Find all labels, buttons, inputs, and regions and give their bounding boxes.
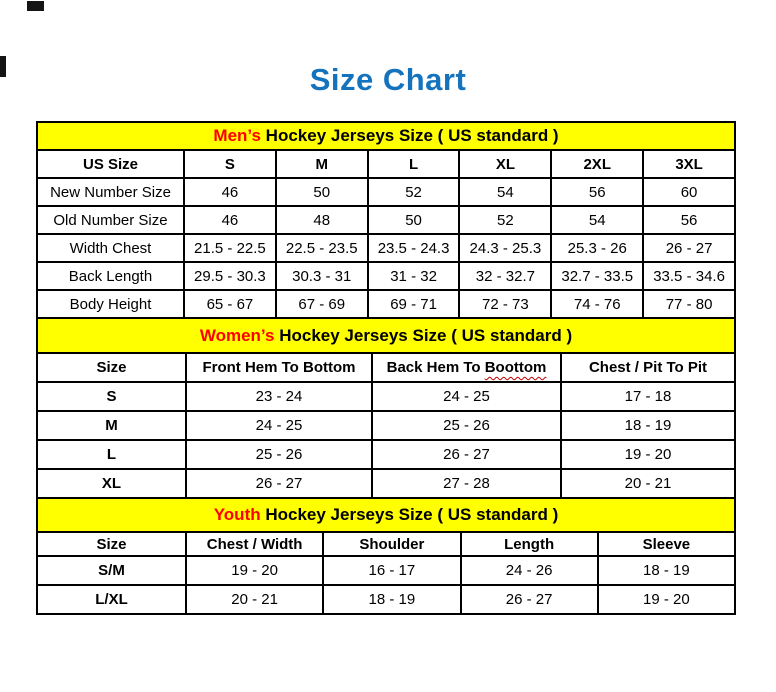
size-value: 77 - 80 (643, 290, 735, 318)
row-label: Width Chest (37, 234, 184, 262)
column-header: S (184, 150, 276, 178)
size-value: 69 - 71 (368, 290, 460, 318)
row-label: Old Number Size (37, 206, 184, 234)
size-value: 32.7 - 33.5 (551, 262, 643, 290)
row-label: New Number Size (37, 178, 184, 206)
size-value: 50 (368, 206, 460, 234)
table-row (37, 290, 735, 318)
table-row (37, 262, 735, 290)
size-value: 24 - 25 (186, 411, 372, 440)
size-value: 19 - 20 (598, 585, 735, 614)
row-label: M (37, 411, 186, 440)
row-label: S/M (37, 556, 186, 585)
column-header: L (368, 150, 460, 178)
size-value: 24 - 26 (461, 556, 598, 585)
size-value: 26 - 27 (461, 585, 598, 614)
size-value: 46 (184, 206, 276, 234)
womens-header-row (37, 353, 735, 382)
womens-banner-text: Hockey Jerseys Size ( US standard ) (274, 325, 573, 345)
column-header: Shoulder (323, 532, 460, 556)
row-label: S (37, 382, 186, 411)
womens-banner-highlight: Women’s (199, 325, 275, 345)
table-row (37, 234, 735, 262)
size-value: 29.5 - 30.3 (184, 262, 276, 290)
mens-banner (37, 122, 735, 150)
column-header: XL (459, 150, 551, 178)
womens-banner-row (37, 318, 735, 353)
table-row (37, 206, 735, 234)
size-value: 23 - 24 (186, 382, 372, 411)
size-value: 22.5 - 23.5 (276, 234, 368, 262)
size-value: 31 - 32 (368, 262, 460, 290)
size-value: 25 - 26 (186, 440, 372, 469)
column-header: Size (37, 353, 186, 382)
size-value: 27 - 28 (372, 469, 561, 498)
mens-banner-row (37, 122, 735, 150)
table-row (37, 556, 735, 585)
womens-size-table (36, 317, 736, 499)
table-row (37, 469, 735, 498)
column-header: Length (461, 532, 598, 556)
size-value: 18 - 19 (561, 411, 735, 440)
table-row (37, 585, 735, 614)
size-value: 25 - 26 (372, 411, 561, 440)
column-header: M (276, 150, 368, 178)
size-value: 74 - 76 (551, 290, 643, 318)
column-header: Front Hem To Bottom (186, 353, 372, 382)
page-title: Size Chart (309, 62, 467, 97)
size-value: 26 - 27 (372, 440, 561, 469)
column-header: Chest / Width (186, 532, 323, 556)
size-value: 20 - 21 (561, 469, 735, 498)
row-label: Back Length (37, 262, 184, 290)
size-value: 19 - 20 (186, 556, 323, 585)
mens-banner-highlight: Men’s (213, 126, 261, 145)
column-header: Sleeve (598, 532, 735, 556)
mens-size-table (36, 121, 736, 319)
size-value: 72 - 73 (459, 290, 551, 318)
size-value: 24.3 - 25.3 (459, 234, 551, 262)
size-value: 26 - 27 (186, 469, 372, 498)
mens-banner-text: Hockey Jerseys Size ( US standard ) (260, 126, 559, 145)
row-label: Body Height (37, 290, 184, 318)
table-row (37, 440, 735, 469)
table-row (37, 178, 735, 206)
table-row (37, 411, 735, 440)
size-value: 50 (276, 178, 368, 206)
youth-size-table (36, 497, 736, 615)
table-row (37, 382, 735, 411)
youth-banner-highlight: Youth (213, 505, 261, 524)
row-label: XL (37, 469, 186, 498)
size-value: 18 - 19 (598, 556, 735, 585)
youth-banner (37, 498, 735, 532)
size-value: 56 (643, 206, 735, 234)
size-value: 21.5 - 22.5 (184, 234, 276, 262)
size-value: 16 - 17 (323, 556, 460, 585)
size-value: 46 (184, 178, 276, 206)
mens-header-row (37, 150, 735, 178)
column-header: US Size (37, 150, 184, 178)
size-value: 65 - 67 (184, 290, 276, 318)
size-value: 18 - 19 (323, 585, 460, 614)
size-value: 52 (368, 178, 460, 206)
size-value: 19 - 20 (561, 440, 735, 469)
size-value: 56 (551, 178, 643, 206)
size-value: 23.5 - 24.3 (368, 234, 460, 262)
size-value: 60 (643, 178, 735, 206)
column-header (372, 353, 561, 382)
row-label: L (37, 440, 186, 469)
column-header: 2XL (551, 150, 643, 178)
size-value: 54 (551, 206, 643, 234)
scan-artifact-mark (27, 1, 44, 11)
row-label: L/XL (37, 585, 186, 614)
size-value: 17 - 18 (561, 382, 735, 411)
size-value: 26 - 27 (643, 234, 735, 262)
size-tables-container (36, 121, 736, 615)
youth-banner-row (37, 498, 735, 532)
youth-header-row (37, 532, 735, 556)
size-value: 67 - 69 (276, 290, 368, 318)
column-header: Chest / Pit To Pit (561, 353, 735, 382)
misspelled-word-underlined: Boottom (484, 359, 547, 376)
size-value: 48 (276, 206, 368, 234)
size-value: 52 (459, 206, 551, 234)
column-header: 3XL (643, 150, 735, 178)
size-value: 33.5 - 34.6 (643, 262, 735, 290)
size-value: 54 (459, 178, 551, 206)
size-value: 24 - 25 (372, 382, 561, 411)
size-value: 32 - 32.7 (459, 262, 551, 290)
size-value: 30.3 - 31 (276, 262, 368, 290)
column-header-text: Back Hem To (386, 359, 485, 376)
youth-banner-text: Hockey Jerseys Size ( US standard ) (260, 505, 559, 524)
womens-banner (37, 318, 735, 353)
column-header: Size (37, 532, 186, 556)
size-value: 25.3 - 26 (551, 234, 643, 262)
size-value: 20 - 21 (186, 585, 323, 614)
